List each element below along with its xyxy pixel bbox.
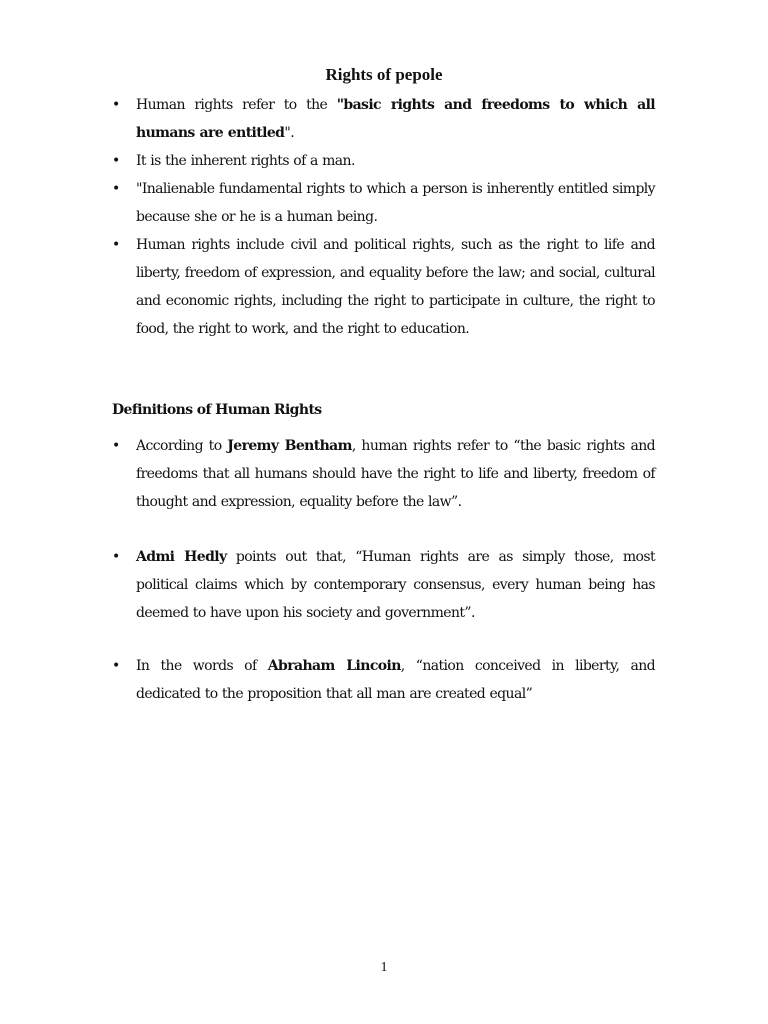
author-name: Admi Hedly	[136, 549, 227, 565]
list-item	[112, 175, 655, 231]
list-item	[112, 231, 655, 343]
item-bold-text: "basic rights and freedoms to which all humans are entitled	[136, 97, 656, 141]
bullet-icon: •	[112, 237, 120, 253]
page-title: Rights of pepole	[325, 65, 443, 84]
definition-list	[112, 652, 655, 708]
item-text: According to	[136, 438, 228, 454]
item-text: "Inalienable fundamental rights to which a person is inherently entitled simply because she or he is a human being.	[136, 181, 655, 225]
item-text: points out that, “Human rights are as simply those, most political claims which by contemporary consensus, every human being has deemed to have upon his society and government”.	[136, 549, 655, 621]
item-text: In the words of	[136, 658, 268, 674]
item-text: Human rights include civil and political rights, such as the right to life and liberty, freedom of expression, and equality before the law; and social, cultural and economic rights, including the right to participate in culture, the right to food, the right to work, and the right to education.	[136, 237, 655, 337]
author-name: Abraham Lincoin	[267, 658, 401, 674]
item-text: , human rights refer to “the basic rights and freedoms that all humans should have the right to life and liberty, freedom of thought and expression, equality before the law”.	[136, 438, 655, 510]
item-text: ".	[284, 125, 295, 141]
definition-list	[112, 543, 655, 627]
intro-bullet-list	[112, 91, 655, 343]
item-text: , “nation conceived in liberty, and dedicated to the proposition that all man are created equal”	[136, 658, 655, 702]
bullet-icon: •	[112, 438, 120, 454]
bullet-icon: •	[112, 153, 120, 169]
page-number: 1	[380, 960, 388, 975]
list-item	[112, 543, 655, 627]
bullet-icon: •	[112, 97, 120, 113]
list-item	[112, 652, 655, 708]
item-text: It is the inherent rights of a man.	[136, 153, 355, 169]
author-name: Jeremy Bentham	[227, 438, 352, 454]
bullet-icon: •	[112, 549, 120, 565]
definition-list	[112, 432, 655, 516]
list-item	[112, 147, 655, 175]
item-text: Human rights refer to the	[136, 97, 337, 113]
bullet-icon: •	[112, 658, 120, 674]
section-heading: Definitions of Human Rights	[112, 402, 322, 418]
list-item	[112, 432, 655, 516]
bullet-icon: •	[112, 181, 120, 197]
list-item	[112, 91, 655, 147]
